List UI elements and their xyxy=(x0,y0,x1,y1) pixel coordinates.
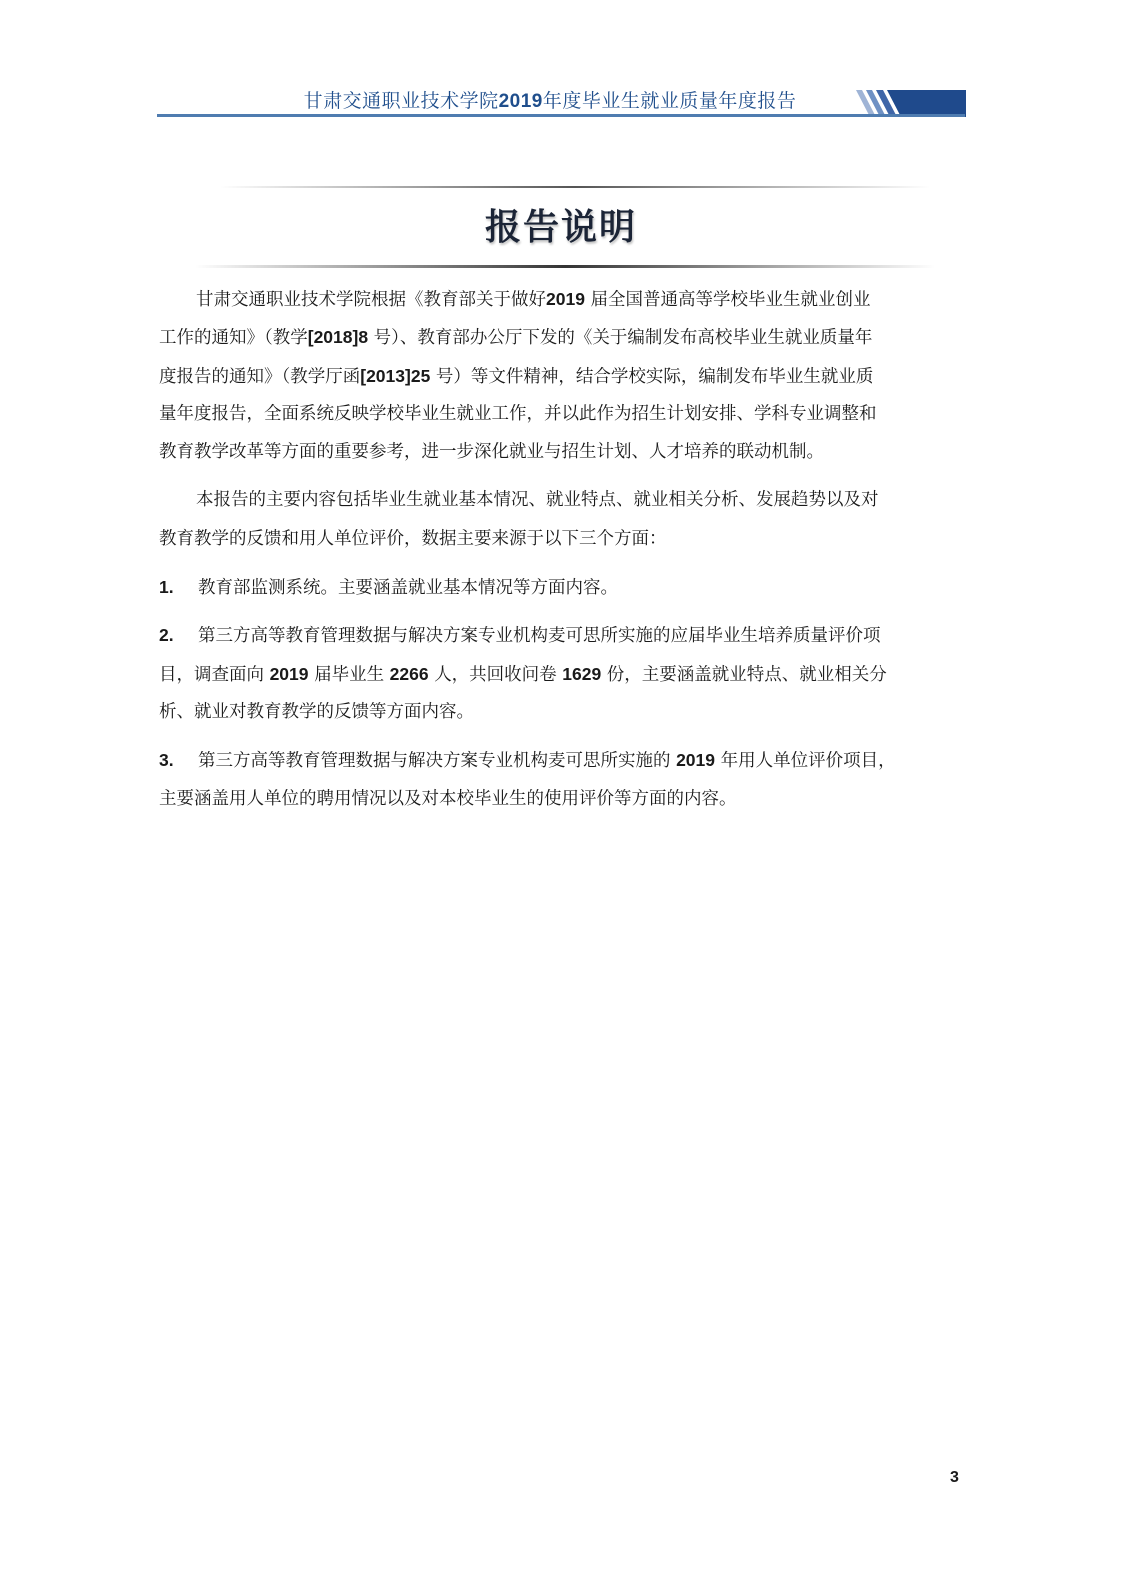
title-rule-top xyxy=(220,186,930,188)
text-line: 工作的通知》（教学[2018]8 号）、教育部办公厅下发的《关于编制发布高校毕业生就业质量年 xyxy=(159,327,873,349)
text-line: 度报告的通知》（教学厅函[2013]25 号）等文件精神，结合学校实际，编制发布毕业生就业质 xyxy=(159,365,874,387)
list-number: 2. xyxy=(159,625,174,646)
text-line: 1. 教育部监测系统。主要涵盖就业基本情况等方面内容。 xyxy=(159,568,967,606)
title-rule-bottom xyxy=(195,265,935,268)
list-item-3 xyxy=(159,741,967,818)
list-item-2 xyxy=(159,616,967,731)
text-line: 教育教学的反馈和用人单位评价，数据主要来源于以下三个方面： xyxy=(159,528,667,549)
paragraph-intro xyxy=(159,280,967,471)
text-line: 本报告的主要内容包括毕业生就业基本情况、就业特点、就业相关分析、发展趋势以及对 xyxy=(196,490,879,511)
page-title: 报告说明 xyxy=(484,207,637,248)
header-underline xyxy=(157,114,965,117)
paragraph-scope xyxy=(159,481,967,558)
text-line: 3. 第三方高等教育管理数据与解决方案专业机构麦可思所实施的 2019 年用人单位评价项目， xyxy=(159,741,967,779)
list-item-1 xyxy=(159,568,967,606)
list-number: 1. xyxy=(159,577,174,598)
page-number: 3 xyxy=(950,1469,959,1486)
text-line: 甘肃交通职业技术学院根据《教育部关于做好2019 届全国普通高等学校毕业生就业创业 xyxy=(196,289,871,310)
text-line: 析、就业对教育教学的反馈等方面内容。 xyxy=(159,701,474,722)
report-body xyxy=(159,280,967,818)
text-line: 主要涵盖用人单位的聘用情况以及对本校毕业生的使用评价等方面的内容。 xyxy=(159,788,737,809)
text-line: 量年度报告，全面系统反映学校毕业生就业工作，并以此作为招生计划安排、学科专业调整和 xyxy=(159,403,877,424)
header-title: 甘肃交通职业技术学院2019年度毕业生就业质量年度报告 xyxy=(303,90,797,112)
list-number: 3. xyxy=(159,750,174,771)
header-stripes-decoration xyxy=(856,90,966,117)
text-line: 2. 第三方高等教育管理数据与解决方案专业机构麦可思所实施的应届毕业生培养质量评价项 xyxy=(159,616,967,654)
text-line: 教育教学改革等方面的重要参考，进一步深化就业与招生计划、人才培养的联动机制。 xyxy=(159,442,824,463)
text-line: 目，调查面向 2019 届毕业生 2266 人，共回收问卷 1629 份，主要涵盖就业特点、就业相关分 xyxy=(159,663,887,685)
